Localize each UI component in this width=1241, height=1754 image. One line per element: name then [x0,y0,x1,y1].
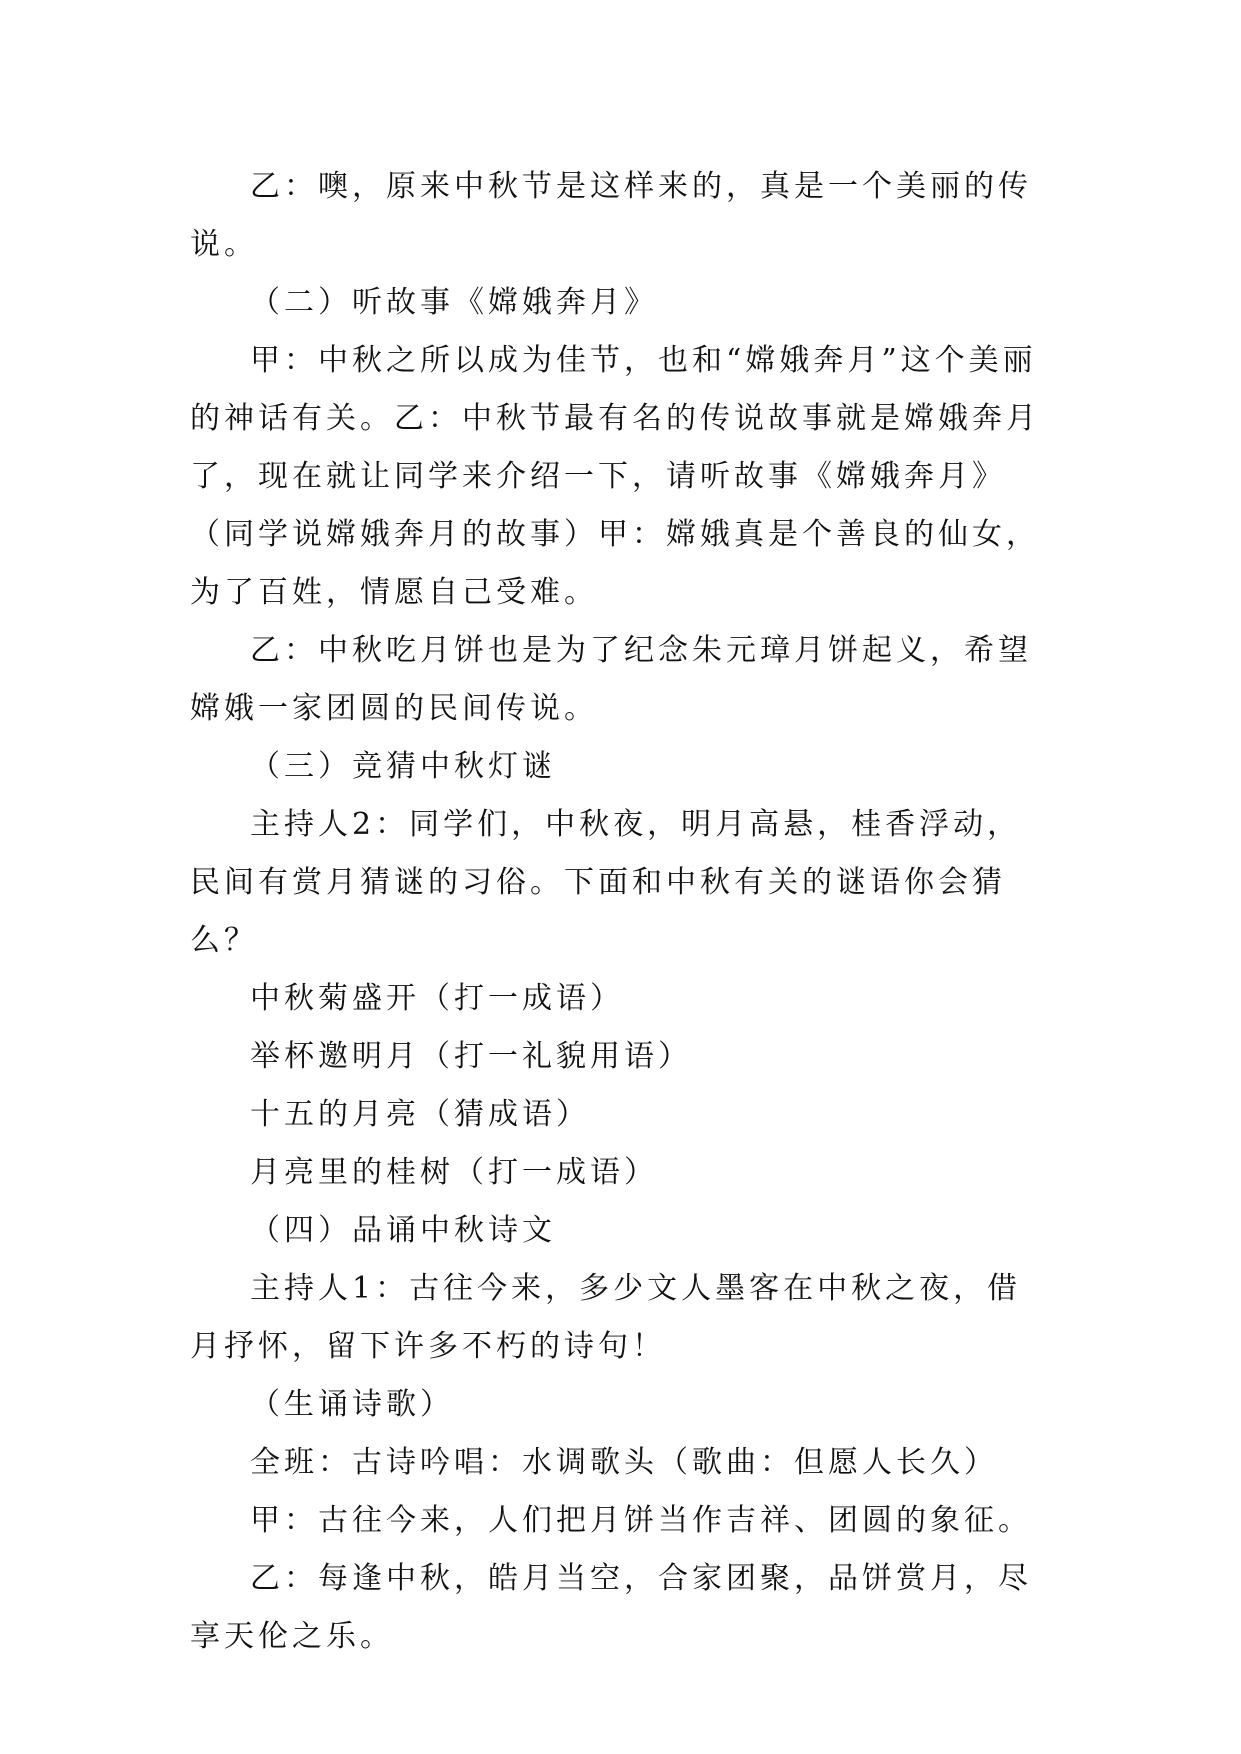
riddle-item: 十五的月亮（猜成语） [250,1097,590,1132]
paragraph: （生诵诗歌） [250,1387,454,1422]
paragraph: 乙：噢，原来中秋节是这样来的，真是一个美丽的传说。 [190,169,1032,262]
paragraph: 全班：古诗吟唱：水调歌头（歌曲：但愿人长久） [250,1445,998,1480]
paragraph: 甲：中秋之所以成为佳节，也和“嫦娥奔月”这个美丽的神话有关。乙：中秋节最有名的传说故事就是嫦娥奔月了，现在就让同学来介绍一下，请听故事《嫦娥奔月》（同学说嫦娥奔月的故事）甲：嫦娥真是个善良的仙女，为了百姓，情愿自己受难。 [190,343,1040,610]
paragraph: 乙：每逢中秋，皓月当空，合家团聚，品饼赏月，尽享天伦之乐。 [190,1561,1032,1654]
section-heading: （四）品诵中秋诗文 [250,1213,556,1248]
section-heading: （三）竞猜中秋灯谜 [250,749,556,784]
riddle-item: 中秋菊盛开（打一成语） [250,981,624,1016]
paragraph: 甲：古往今来，人们把月饼当作吉祥、团圆的象征。 [250,1503,1032,1538]
paragraph: 主持人2：同学们，中秋夜，明月高悬，桂香浮动，民间有赏月猜谜的习俗。下面和中秋有关的谜语你会猜么？ [190,807,1022,958]
section-heading: （二）听故事《嫦娥奔月》 [250,285,658,320]
paragraph: 乙：中秋吃月饼也是为了纪念朱元璋月饼起义，希望嫦娥一家团圆的民间传说。 [190,633,1032,726]
riddle-item: 月亮里的桂树（打一成语） [250,1155,658,1190]
riddle-item: 举杯邀明月（打一礼貌用语） [250,1039,692,1074]
paragraph: 主持人1：古往今来，多少文人墨客在中秋之夜，借月抒怀，留下许多不朽的诗句！ [190,1271,1022,1364]
document-body [190,158,1050,1666]
